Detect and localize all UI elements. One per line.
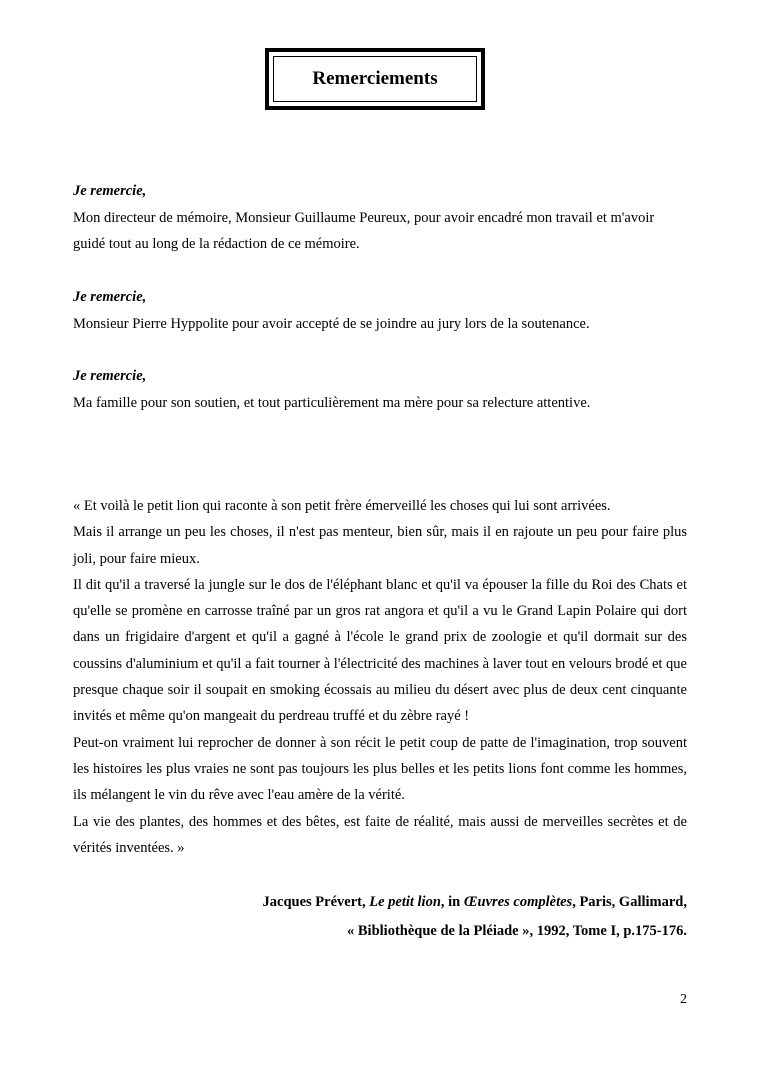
acknowledgement-1	[73, 178, 693, 258]
acknowledgement-line: Mon directeur de mémoire, Monsieur Guillaume Peureux, pour avoir encadré mon travail et m'avoir	[73, 209, 655, 226]
quote-paragraph: « Et voilà le petit lion qui raconte à son petit frère émerveillé les choses qui lui sont arrivées.	[73, 498, 611, 514]
acknowledgement-line: Monsieur Pierre Hyppolite pour avoir accepté de se joindre au jury lors de la soutenance.	[73, 315, 590, 332]
quote-paragraph: La vie des plantes, des hommes et des bêtes, est faite de réalité, mais aussi de merveilles secrètes et de vérités inventées. »	[73, 813, 687, 856]
quote-paragraph: Peut-on vraiment lui reprocher de donner à son récit le petit coup de patte de l'imagination, trop souvent les histoires les plus vraies ne sont pas toujours les plus belles et les petits lions font comme les hommes, ils mélangent le vin du rêve avec l'eau amère de la vérité.	[73, 734, 687, 804]
acknowledgement-lead: Je remercie,	[73, 183, 147, 199]
acknowledgement-line: guidé tout au long de la rédaction de ce mémoire.	[73, 236, 360, 252]
title-inner-frame	[273, 56, 477, 102]
title-box	[265, 48, 485, 110]
citation-line-2: « Bibliothèque de la Pléiade », 1992, Tome I, p.175-176.	[347, 922, 687, 939]
citation-publisher: , Paris, Gallimard,	[572, 894, 687, 910]
quote-paragraph: Mais il arrange un peu les choses, il n'est pas menteur, bien sûr, mais il en rajoute un peu pour faire plus joli, pour faire mieux.	[73, 524, 687, 567]
acknowledgement-lead: Je remercie,	[73, 289, 147, 305]
citation-collection: Œuvres complètes	[463, 894, 573, 910]
citation-line-1	[67, 888, 687, 917]
acknowledgement-lead: Je remercie,	[73, 368, 147, 384]
page-title: Remerciements	[312, 68, 438, 89]
acknowledgement-2	[73, 284, 693, 337]
citation-author: Jacques Prévert,	[262, 894, 370, 910]
citation	[67, 888, 687, 945]
acknowledgement-3	[73, 363, 693, 416]
acknowledgement-line: Ma famille pour son soutien, et tout particulièrement ma mère pour sa relecture attentive.	[73, 394, 591, 411]
quote-paragraph: Il dit qu'il a traversé la jungle sur le dos de l'éléphant blanc et qu'il va épouser la fille du Roi des Chats et qu'elle se promène en carrosse traîné par un gros rat angora et qu'il a vu le Grand Lapin Polaire qui dort dans un frigidaire d'argent et qu'il a gagné à l'école le grand prix de zoologie et qu'il dormait sur des coussins d'aluminium et qu'il a fait tourner à l'électricité des machines à laver tout en velours brodé et que presque chaque soir il soupait en smoking écossais au milieu du désert avec plus de deux cent cinquante invités et même qu'on mangeait du perdreau truffé et du zèbre rayé !	[73, 576, 687, 725]
quote-block	[73, 493, 687, 861]
page-number: 2	[680, 992, 687, 1007]
citation-work: Le petit lion	[369, 894, 441, 910]
citation-separator: , in	[440, 894, 464, 910]
